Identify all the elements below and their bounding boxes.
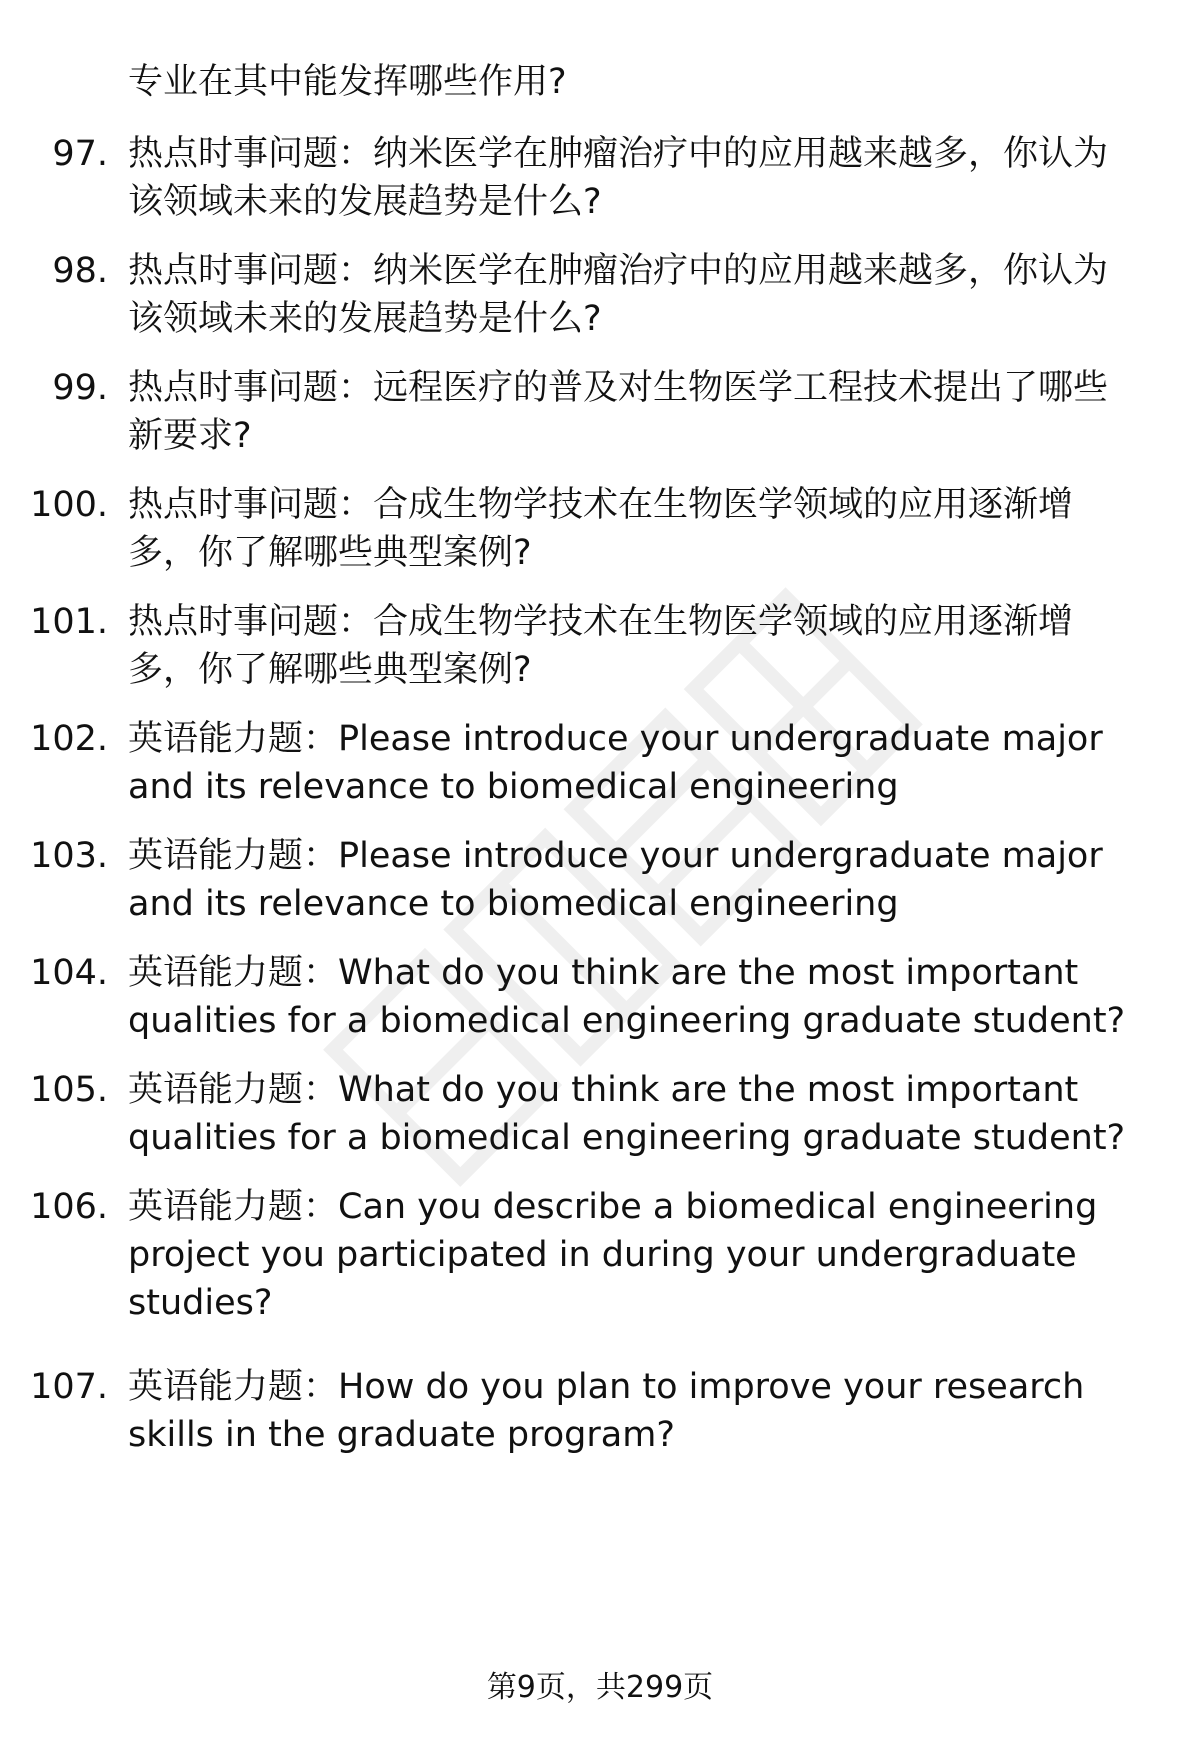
question-text: 热点时事问题：纳米医学在肿瘤治疗中的应用越来越多，你认为 该领域未来的发展趋势是什么? [128, 134, 1109, 222]
question-text: 英语能力题：What do you think are the most important qualities for a biomedical engineering graduate student? [128, 953, 1126, 1041]
page-footer: 第9页，共299页 [486, 1670, 714, 1705]
question-number: 106. [30, 1187, 108, 1227]
question-text: 英语能力题：Can you describe a biomedical engineering project you participated in during your undergraduate studies? [128, 1187, 1098, 1323]
question-number: 104. [30, 953, 108, 993]
question-text: 热点时事问题：合成生物学技术在生物医学领域的应用逐渐增 多，你了解哪些典型案例? [128, 485, 1074, 573]
question-text: 热点时事问题：合成生物学技术在生物医学领域的应用逐渐增 多，你了解哪些典型案例? [128, 602, 1074, 690]
question-text: 英语能力题：Please introduce your undergraduate major and its relevance to biomedical engineering [128, 719, 1103, 807]
question-number: 107. [30, 1367, 108, 1407]
question-text: 英语能力题：Please introduce your undergraduate major and its relevance to biomedical engineering [128, 836, 1103, 924]
question-number: 97. [52, 134, 108, 174]
question-text: 热点时事问题：纳米医学在肿瘤治疗中的应用越来越多，你认为 该领域未来的发展趋势是什么? [128, 251, 1109, 339]
question-number: 98. [52, 251, 108, 291]
question-number: 103. [30, 836, 108, 876]
question-text: 英语能力题：How do you plan to improve your research skills in the graduate program? [128, 1367, 1085, 1455]
question-number: 105. [30, 1070, 108, 1110]
question-number: 101. [30, 602, 108, 642]
question-number: 100. [30, 485, 108, 525]
question-text: 英语能力题：What do you think are the most important qualities for a biomedical engineering graduate student? [128, 1070, 1126, 1158]
question-text: 热点时事问题：远程医疗的普及对生物医学工程技术提出了哪些 新要求? [128, 368, 1109, 456]
question-number: 102. [30, 719, 108, 759]
continuation-line: 专业在其中能发挥哪些作用? [128, 62, 567, 102]
question-number: 99. [52, 368, 108, 408]
